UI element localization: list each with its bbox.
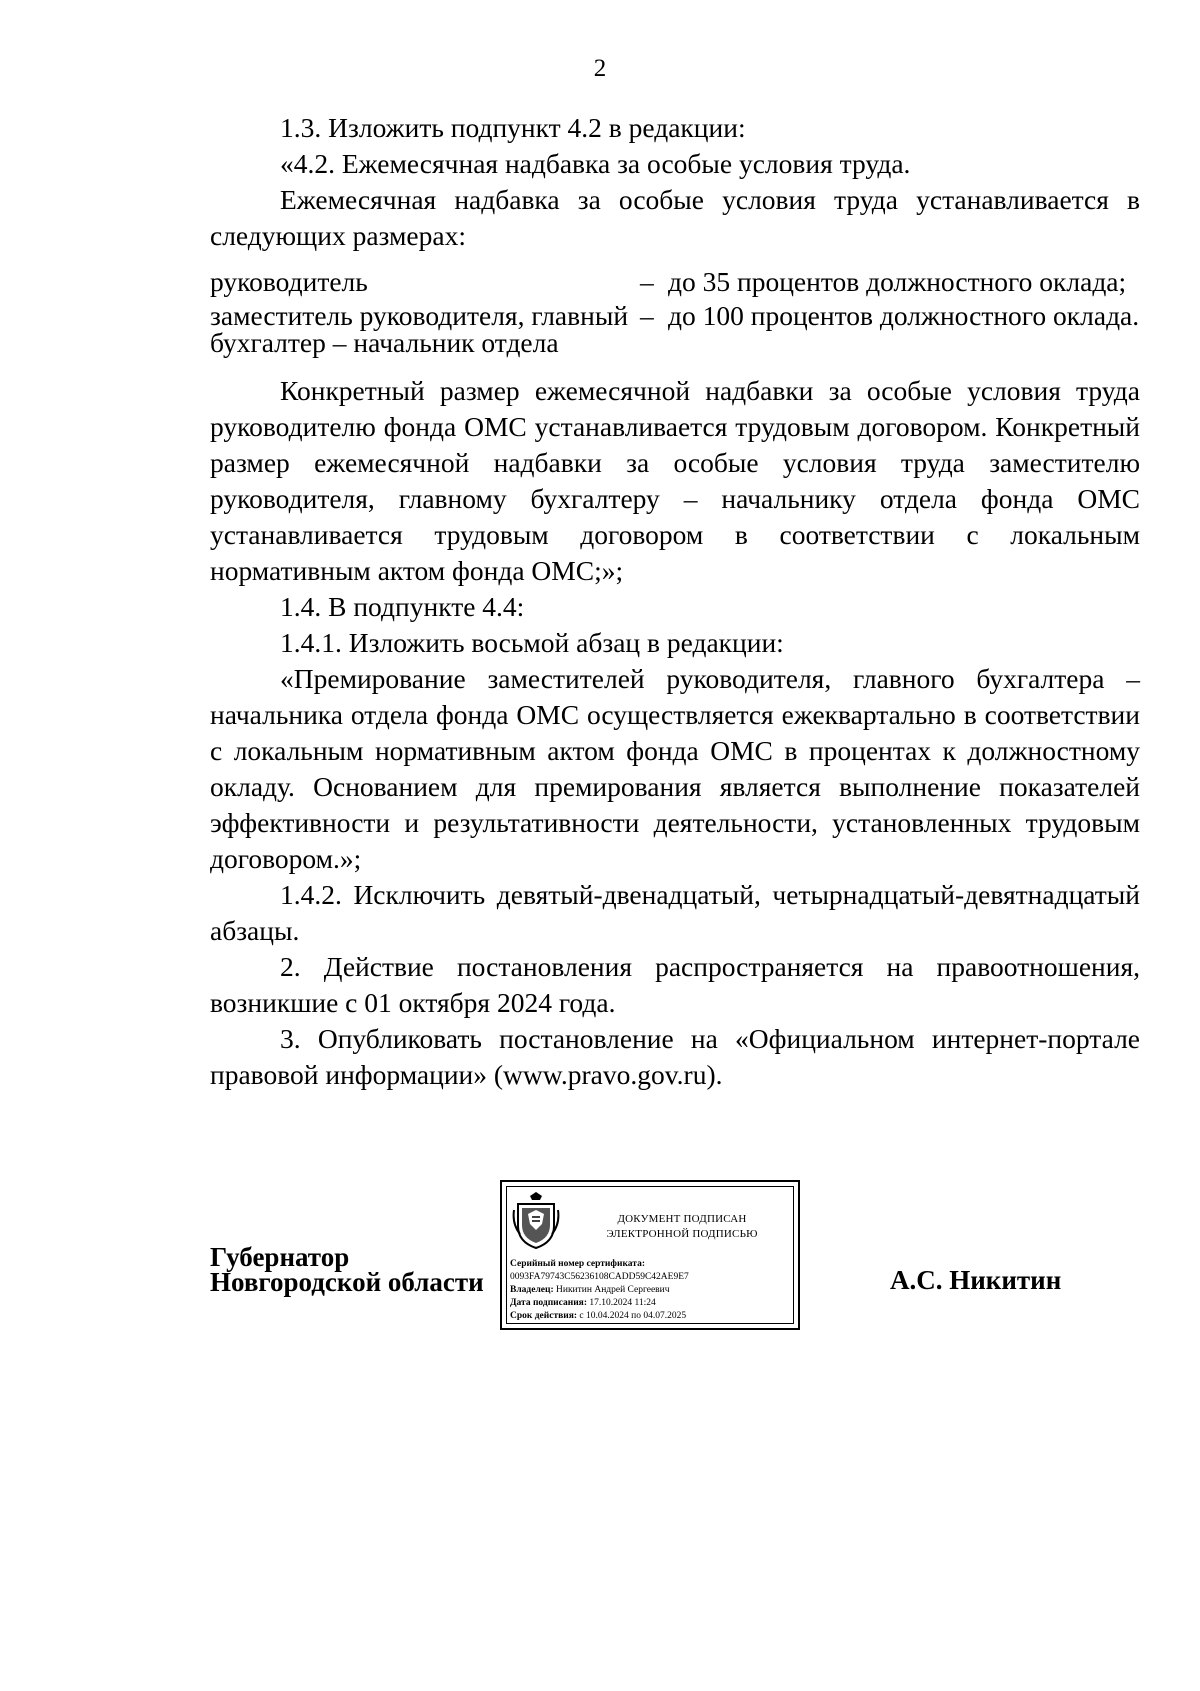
stamp-date: Дата подписания: 17.10.2024 11:24 [510,1298,656,1308]
signatory-title-line2: Новгородской области [210,1267,484,1297]
paragraph-1-4-1: 1.4.1. Изложить восьмой абзац в редакции: [280,627,784,658]
page-number: 2 [593,55,607,82]
size-value: до 35 процентов должностного оклада; [668,266,1127,297]
signatory-title-line1: Губернатор [210,1242,350,1272]
stamp-serial-label: Серийный номер сертификата: [510,1259,645,1269]
paragraph-1-4: 1.4. В подпункте 4.4: [280,591,525,622]
paragraph-1-3: 1.3. Изложить подпункт 4.2 в редакции: [280,112,746,143]
document-body [210,110,1140,1093]
paragraph-specific-size: Конкретный размер ежемесячной надбавки за особые условия труда руководителю фонда ОМС устанавливается трудовым договором. Конкретный размер ежемесячной надбавки за особые условия труда заместителю руководителя, главному бухгалтеру – начальнику отдела фонда ОМС устанавливается трудовым договором в соответствии с локальным нормативным актом фонда ОМС;»; [210,375,1140,586]
size-value: до 100 процентов должностного оклада. [668,300,1140,331]
stamp-details [510,1258,792,1323]
paragraph-bonus: «Премирование заместителей руководителя, главного бухгалтера – начальника отдела фонда ОМС осуществляется ежеквартально в соответствии с локальным нормативным актом фонда ОМС в процентах к должностному окладу. Основанием для премирования является выполнение показателей эффективности и результативности деятельности, установленных трудовым договором.»; [210,663,1140,874]
paragraph-2: 2. Действие постановления распространяется на правоотношения, возникшие с 01 октября 2024 года. [210,951,1140,1018]
paragraph-3: 3. Опубликовать постановление на «Официальном интернет-портале правовой информации» (www.pravo.gov.ru). [210,1023,1140,1090]
size-role: руководитель [210,266,368,297]
stamp-header-line2: ЭЛЕКТРОННОЙ ПОДПИСЬЮ [606,1228,758,1240]
size-row [210,302,1140,356]
sizes-table [210,268,1140,356]
stamp-header-line1: ДОКУМЕНТ ПОДПИСАН [617,1213,747,1225]
size-dash: – [640,300,654,331]
stamp-serial-value: 0093FA79743C56236108CADD59C42AE9E7 [510,1272,689,1282]
paragraph-4-2-title: «4.2. Ежемесячная надбавка за особые условия труда. [280,148,911,179]
signatory-name: А.С. Никитин [890,1265,1062,1295]
paragraph-1-4-2: 1.4.2. Исключить девятый-двенадцатый, четырнадцатый-девятнадцатый абзацы. [210,879,1140,946]
coat-of-arms-icon [512,1190,560,1250]
size-role: заместитель руководителя, главный бухгалтер – начальник отдела [210,300,629,358]
electronic-signature-stamp [500,1180,800,1330]
signatory-title [210,1242,484,1297]
stamp-header [572,1212,792,1242]
stamp-owner: Владелец: Никитин Андрей Сергеевич [510,1285,670,1295]
size-dash: – [640,266,654,297]
paragraph-sizes-intro: Ежемесячная надбавка за особые условия труда устанавливается в следующих размерах: [210,184,1140,251]
stamp-validity: Срок действия: с 10.04.2024 по 04.07.2025 [510,1311,687,1321]
size-row [210,268,1140,295]
